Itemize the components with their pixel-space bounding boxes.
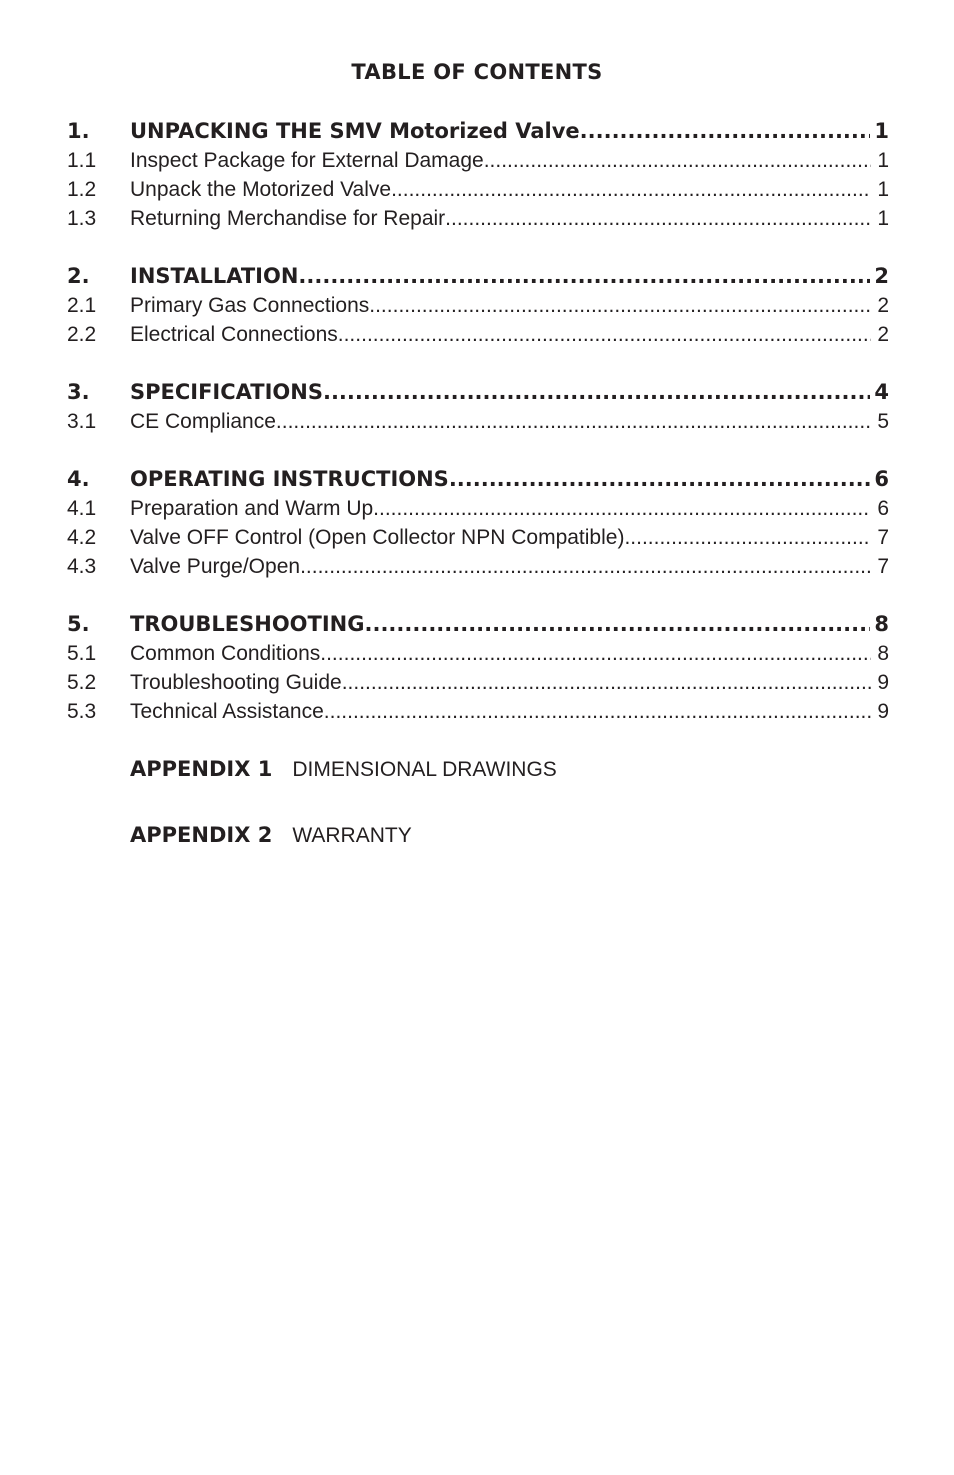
page-number: 8 bbox=[877, 642, 889, 665]
dot-leader bbox=[342, 668, 871, 697]
entry-title: Electrical Connections bbox=[130, 323, 338, 346]
page-number: 8 bbox=[874, 612, 889, 636]
entry-number: 5.3 bbox=[67, 700, 97, 723]
toc-section-2 bbox=[67, 261, 889, 349]
section-title: OPERATING INSTRUCTIONS bbox=[130, 467, 449, 491]
dot-leader bbox=[338, 320, 871, 349]
toc-entry-1-1[interactable] bbox=[67, 146, 889, 175]
dot-leader bbox=[323, 377, 870, 407]
toc-entry-1-2[interactable] bbox=[67, 175, 889, 204]
toc-entry-1-3[interactable] bbox=[67, 204, 889, 233]
dot-leader bbox=[580, 116, 871, 146]
entry-number: 4.3 bbox=[67, 555, 97, 578]
entry-number: 3.1 bbox=[67, 410, 97, 433]
page-number: 6 bbox=[877, 497, 889, 520]
section-number: 5. bbox=[67, 612, 90, 636]
page-number: 5 bbox=[877, 410, 889, 433]
toc-entry-4-3[interactable] bbox=[67, 552, 889, 581]
entry-number: 2.2 bbox=[67, 323, 97, 346]
entry-number: 1.3 bbox=[67, 207, 97, 230]
toc-entry-4-2[interactable] bbox=[67, 523, 889, 552]
entry-title: Returning Merchandise for Repair bbox=[130, 207, 446, 230]
toc-heading-3[interactable] bbox=[67, 377, 889, 407]
appendix-2[interactable] bbox=[130, 820, 889, 878]
dot-leader bbox=[624, 523, 871, 552]
entry-number: 4.1 bbox=[67, 497, 97, 520]
toc-entry-5-3[interactable] bbox=[67, 697, 889, 726]
dot-leader bbox=[324, 697, 871, 726]
entry-title: Common Conditions bbox=[130, 642, 321, 665]
page-number: 6 bbox=[874, 467, 889, 491]
entry-title: Technical Assistance bbox=[130, 700, 324, 723]
entry-number: 5.2 bbox=[67, 671, 97, 694]
dot-leader bbox=[369, 291, 871, 320]
dot-leader bbox=[300, 552, 871, 581]
section-title: TROUBLESHOOTING bbox=[130, 612, 365, 636]
page-number: 1 bbox=[874, 119, 889, 143]
appendix-title: DIMENSIONAL DRAWINGS bbox=[292, 758, 557, 781]
section-number: 2. bbox=[67, 264, 90, 288]
toc-entry-2-2[interactable] bbox=[67, 320, 889, 349]
appendix-1[interactable] bbox=[130, 754, 889, 812]
dot-leader bbox=[484, 146, 871, 175]
dot-leader bbox=[320, 639, 871, 668]
page-number: 7 bbox=[877, 555, 889, 578]
entry-title: CE Compliance bbox=[130, 410, 276, 433]
page-number: 9 bbox=[877, 671, 889, 694]
dot-leader bbox=[391, 175, 871, 204]
dot-leader bbox=[449, 464, 871, 494]
entry-title: Valve Purge/Open bbox=[130, 555, 301, 578]
section-title: UNPACKING THE SMV Motorized Valve bbox=[130, 119, 580, 143]
appendix-title: WARRANTY bbox=[292, 824, 412, 847]
toc-heading-1[interactable] bbox=[67, 116, 889, 146]
dot-leader bbox=[373, 494, 871, 523]
section-title: SPECIFICATIONS bbox=[130, 380, 323, 404]
entry-number: 4.2 bbox=[67, 526, 97, 549]
toc-section-5 bbox=[67, 609, 889, 726]
appendix-label: APPENDIX 1 bbox=[130, 757, 273, 781]
page-number: 4 bbox=[874, 380, 889, 404]
toc-entry-5-1[interactable] bbox=[67, 639, 889, 668]
toc-entry-5-2[interactable] bbox=[67, 668, 889, 697]
entry-title: Preparation and Warm Up bbox=[130, 497, 374, 520]
table-of-contents bbox=[67, 116, 889, 878]
entry-number: 2.1 bbox=[67, 294, 97, 317]
entry-title: Unpack the Motorized Valve bbox=[130, 178, 392, 201]
dot-leader bbox=[298, 261, 870, 291]
page-number: 2 bbox=[874, 264, 889, 288]
toc-heading-4[interactable] bbox=[67, 464, 889, 494]
toc-entry-2-1[interactable] bbox=[67, 291, 889, 320]
toc-section-3 bbox=[67, 377, 889, 436]
entry-number: 1.2 bbox=[67, 178, 97, 201]
page-number: 2 bbox=[877, 323, 889, 346]
entry-number: 5.1 bbox=[67, 642, 97, 665]
entry-title: Troubleshooting Guide bbox=[130, 671, 342, 694]
section-number: 3. bbox=[67, 380, 90, 404]
page-number: 1 bbox=[877, 149, 889, 172]
entry-title: Valve OFF Control (Open Collector NPN Compatible) bbox=[130, 526, 625, 549]
toc-section-4 bbox=[67, 464, 889, 581]
section-number: 4. bbox=[67, 467, 90, 491]
toc-heading-2[interactable] bbox=[67, 261, 889, 291]
page-title: TABLE OF CONTENTS bbox=[351, 60, 603, 84]
page-number: 2 bbox=[877, 294, 889, 317]
toc-heading-5[interactable] bbox=[67, 609, 889, 639]
toc-entry-3-1[interactable] bbox=[67, 407, 889, 436]
dot-leader bbox=[276, 407, 871, 436]
page-number: 1 bbox=[877, 178, 889, 201]
entry-number: 1.1 bbox=[67, 149, 97, 172]
dot-leader bbox=[365, 609, 871, 639]
page-number: 9 bbox=[877, 700, 889, 723]
entry-title: Inspect Package for External Damage bbox=[130, 149, 484, 172]
appendix-label: APPENDIX 2 bbox=[130, 823, 273, 847]
toc-entry-4-1[interactable] bbox=[67, 494, 889, 523]
section-title: INSTALLATION bbox=[130, 264, 299, 288]
page-number: 7 bbox=[877, 526, 889, 549]
dot-leader bbox=[445, 204, 871, 233]
page-number: 1 bbox=[877, 207, 889, 230]
toc-section-1 bbox=[67, 116, 889, 233]
entry-title: Primary Gas Connections bbox=[130, 294, 370, 317]
section-number: 1. bbox=[67, 119, 90, 143]
